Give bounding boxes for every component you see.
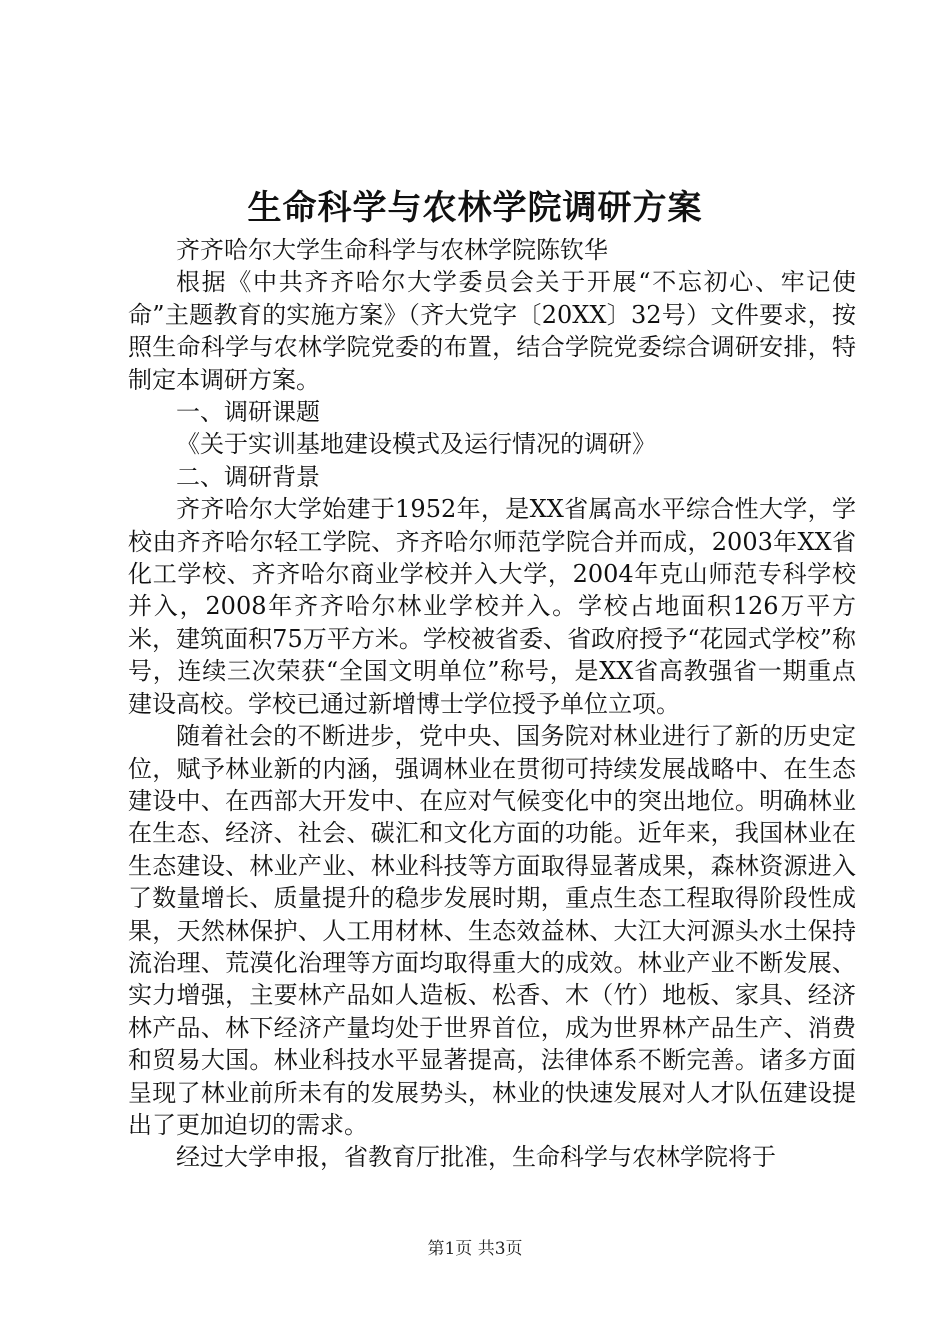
forestry-paragraph: 随着社会的不断进步，党中央、国务院对林业进行了新的历史定位，赋予林业新的内涵，强调林业在贯彻可持续发展战略中、在生态建设中、在西部大开发中、在应对气候变化中的突出地位。明确林业在生态、经济、社会、碳汇和文化方面的功能。近年来，我国林业在生态建设、林业产业、林业科技等方面取得显著成果，森林资源进入了数量增长、质量提升的稳步发展时期，重点生态工程取得阶段性成果，天然林保护、人工用材林、生态效益林、大江大河源头水土保持流治理、荒漠化治理等方面均取得重大的成效。林业产业不断发展、实力增强，主要林产品如人造板、松香、木（竹）地板、家具、经济林产品、林下经济产量均处于世界首位，成为世界林产品生产、消费和贸易大国。林业科技水平显著提高，法律体系不断完善。诸多方面呈现了林业前所未有的发展势头，林业的快速发展对人才队伍建设提出了更加迫切的需求。 (128, 722, 856, 1139)
page-footer: 第1页 共3页 (427, 1239, 523, 1259)
approval-paragraph: 经过大学申报，省教育厅批准，生命科学与农林学院将于 (176, 1143, 776, 1172)
section-heading-background: 二、调研背景 (176, 462, 320, 491)
intro-paragraph: 根据《中共齐齐哈尔大学委员会关于开展“不忘初心、牢记使命”主题教育的实施方案》（齐大党字〔20XX〕32号）文件要求，按照生命科学与农林学院党委的布置，结合学院党委综合调研安排，特制定本调研方案。 (128, 268, 856, 394)
section-heading-topic: 一、调研课题 (176, 398, 320, 427)
author-line: 齐齐哈尔大学生命科学与农林学院陈钦华 (176, 236, 608, 264)
document-title: 生命科学与农林学院调研方案 (247, 188, 703, 228)
research-topic: 《关于实训基地建设模式及运行情况的调研》 (176, 430, 656, 459)
university-paragraph: 齐齐哈尔大学始建于1952年，是XX省属高水平综合性大学，学校由齐齐哈尔轻工学院、齐齐哈尔师范学院合并而成，2003年XX省化工学校、齐齐哈尔商业学校并入大学，2004年克山师范专科学校并入，2008年齐齐哈尔林业学校并入。学校占地面积126万平方米，建筑面积75万平方米。学校被省委、省政府授予“花园式学校”称号，连续三次荣获“全国文明单位”称号，是XX省高教强省一期重点建设高校。学校已通过新增博士学位授予单位立项。 (128, 495, 856, 718)
document-body (128, 234, 856, 1174)
